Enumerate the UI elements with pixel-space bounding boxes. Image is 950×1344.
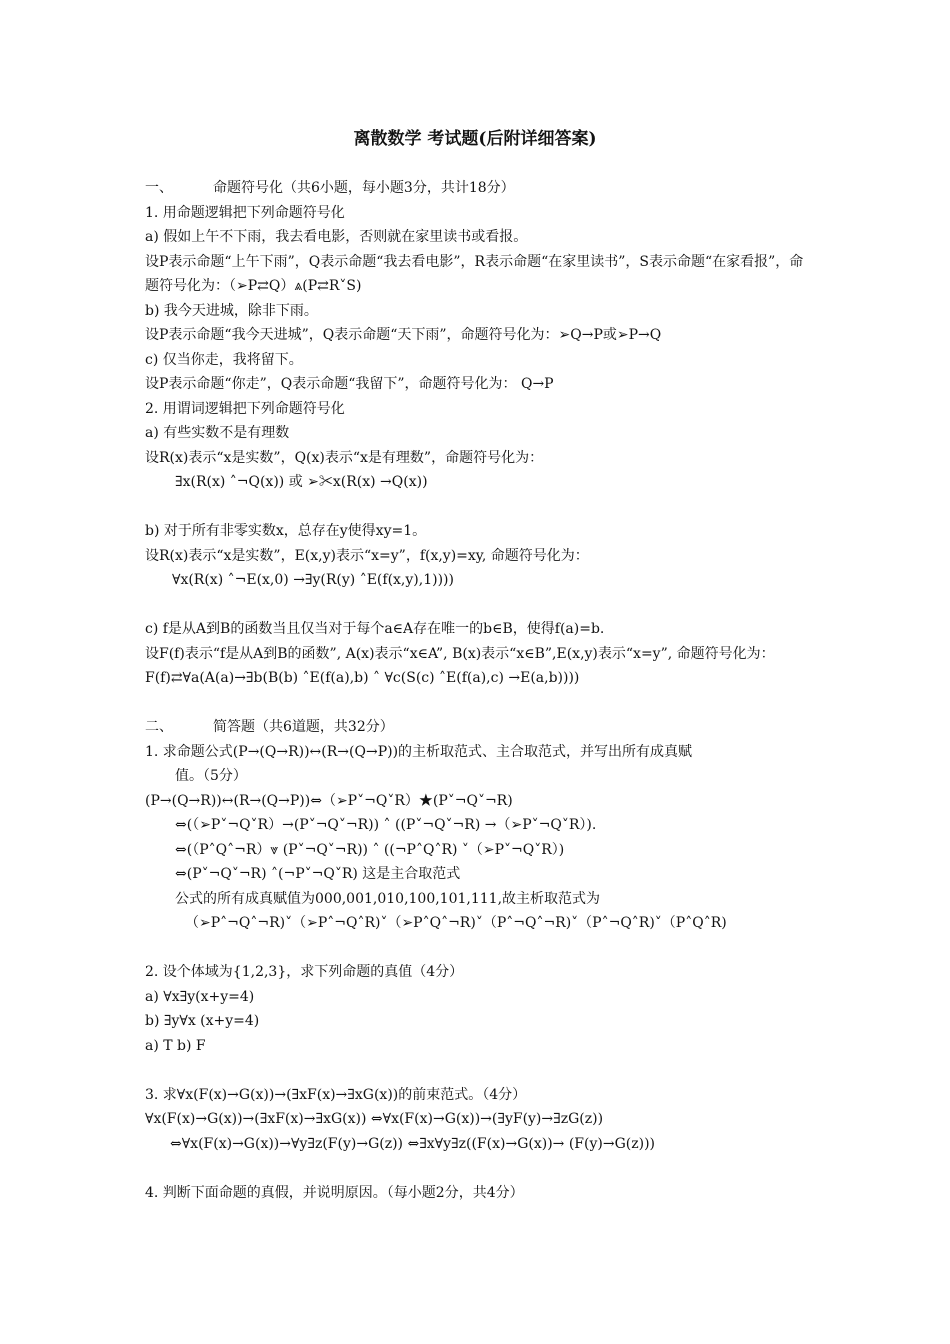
answer-text: 设P表示命题“你走”，Q表示命题“我留下”，命题符号化为： Q→P — [145, 376, 554, 392]
sub-question: c) f是从A到B的函数当且仅当对于每个a∈A存在唯一的b∈B，使得f(a)=b. — [145, 621, 605, 637]
spacer — [145, 1156, 810, 1181]
section-title: 简答题（共6道题，共32分） — [213, 719, 394, 735]
answer-text: 设R(x)表示“x是实数”，Q(x)表示“x是有理数”，命题符号化为： — [145, 449, 544, 466]
question-heading: 2. 设个体域为{1,2,3}，求下列命题的真值（4分） — [145, 964, 464, 980]
formula-line: (P→(Q→R))↔(R→(Q→P))⇔（➢P˅¬Q˅R）★(P˅¬Q˅¬R) — [145, 792, 513, 809]
question-heading: 4. 判断下面命题的真假，并说明原因。（每小题2分，共4分） — [145, 1184, 524, 1201]
formula-line: ⇔(P˅¬Q˅¬R) ˄(¬P˅¬Q˅R) 这是主合取范式 — [175, 866, 461, 882]
formula-line: ∃x(R(x) ˄¬Q(x)) 或 ➢✂x(R(x) →Q(x)) — [175, 474, 428, 490]
question-heading: 2. 用谓词逻辑把下列命题符号化 — [145, 400, 345, 417]
question-heading: 3. 求∀x(F(x)→G(x))→(∃xF(x)→∃xG(x))的前束范式。（4分） — [145, 1086, 527, 1103]
section-number: 一、 — [145, 180, 173, 196]
answer-text: 公式的所有成真赋值为000,001,010,100,101,111,故主析取范式为 — [175, 890, 601, 907]
sub-question: b) ∃y∀x (x+y=4) — [145, 1013, 260, 1029]
answer-text: a) T b) F — [145, 1037, 206, 1054]
section-title: 命题符号化（共6小题，每小题3分，共计18分） — [213, 180, 515, 196]
sub-question: a) ∀x∃y(x+y=4) — [145, 988, 255, 1005]
formula-line: ∀x(F(x)→G(x))→(∃xF(x)→∃xG(x)) ⇔∀x(F(x)→G(x))→(∃yF(y)→∃zG(z)) — [145, 1111, 604, 1127]
document-title: 离散数学 考试题(后附详细答案) — [353, 129, 597, 149]
spacer — [145, 936, 810, 961]
formula-line: ⇔∀x(F(x)→G(x))→∀y∃z(F(y)→G(z)) ⇔∃x∀y∃z((F(x)→G(x))→ (F(y)→G(z))) — [170, 1135, 655, 1152]
sub-question: a) 假如上午不下雨，我去看电影，否则就在家里读书或看报。 — [145, 229, 528, 245]
formula-line: ⇔(（➢P˅¬Q˅R）→(P˅¬Q˅¬R)) ˄ ((P˅¬Q˅¬R) →（➢P˅¬Q˅R）). — [175, 817, 597, 833]
document-body — [145, 176, 810, 1205]
spacer — [145, 1058, 810, 1083]
section-heading — [145, 715, 810, 740]
section-number: 二、 — [145, 719, 173, 735]
sub-question: c) 仅当你走，我将留下。 — [145, 351, 303, 368]
formula-line: ∀x(R(x) ˄¬E(x,0) →∃y(R(y) ˄E(f(x,y),1)))) — [172, 572, 454, 588]
spacer — [145, 495, 810, 520]
section-heading — [145, 176, 810, 201]
answer-text: 设P表示命题“我今天进城”，Q表示命题“天下雨”，命题符号化为：➢Q→P或➢P→Q — [145, 327, 662, 343]
sub-question: b) 我今天进城，除非下雨。 — [145, 302, 318, 319]
question-heading: 1. 求命题公式(P→(Q→R))↔(R→(Q→P))的主析取范式、主合取范式，并写出所有成真赋 — [145, 743, 693, 760]
spacer — [145, 691, 810, 716]
question-heading: 1. 用命题逻辑把下列命题符号化 — [145, 204, 345, 221]
answer-text: 设F(f)表示“f是从A到B的函数”, A(x)表示“x∈A”, B(x)表示“x∈B”,E(x,y)表示“x=y”, 命题符号化为：F(f)⇄∀a(A(a)→∃b(B(b) ˄E(f(a),b) ˄ ∀c(S(c) ˄E(f(a),c) →E(a,b)))) — [145, 645, 775, 686]
formula-line: （➢P˄¬Q˄¬R)˅（➢P˄¬Q˄R)˅（➢P˄Q˄¬R)˅（P˄¬Q˄¬R)˅（P˄¬Q˄R)˅（P˄Q˄R) — [185, 915, 727, 931]
question-continued: 值。（5分） — [175, 768, 247, 784]
spacer — [145, 593, 810, 618]
formula-line: ⇔(（P˄Q˄¬R）⩔ (P˅¬Q˅¬R)) ˄ ((¬P˄Q˄R) ˅（➢P˅¬Q˅R）) — [175, 841, 565, 858]
sub-question: a) 有些实数不是有理数 — [145, 425, 290, 441]
sub-question: b) 对于所有非零实数x，总存在y使得xy=1。 — [145, 523, 427, 539]
answer-text: 设P表示命题“上午下雨”，Q表示命题“我去看电影”，R表示命题“在家里读书”，S表示命题“在家看报”，命题符号化为：（➢P⇄Q）⩓(P⇄R˅S) — [145, 253, 804, 294]
answer-text: 设R(x)表示“x是实数”，E(x,y)表示“x=y”，f(x,y)=xy, 命题符号化为： — [145, 547, 589, 564]
